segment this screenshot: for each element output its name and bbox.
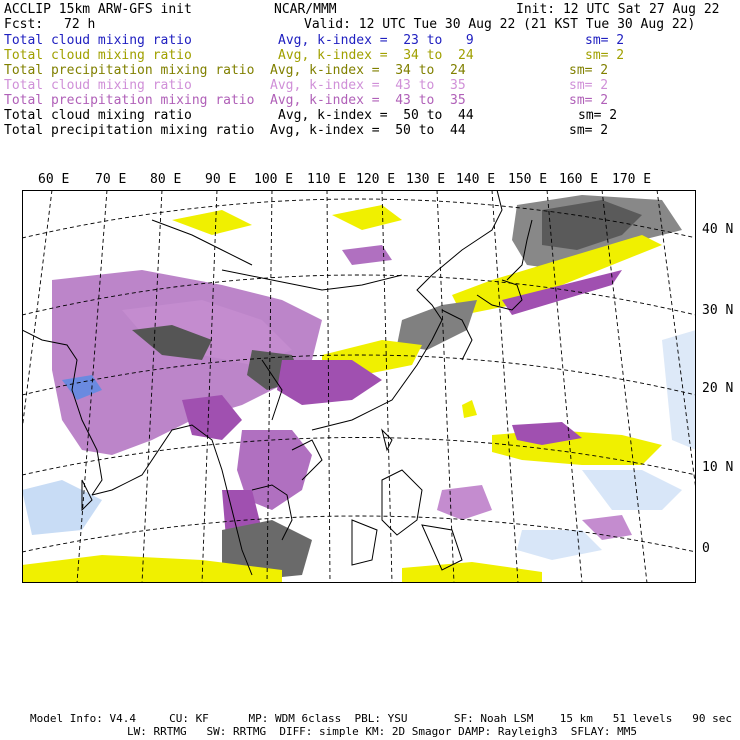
legend-smoothing: sm= 2: [585, 33, 625, 48]
forecast-label: Fcst:: [4, 17, 44, 32]
legend-smoothing: sm= 2: [569, 123, 609, 138]
legend-smoothing: sm= 2: [569, 63, 609, 78]
legend-k-index-range: Avg, k-index = 43 to 35: [270, 93, 466, 108]
legend-k-index-range: Avg, k-index = 50 to 44: [270, 123, 466, 138]
legend-smoothing: sm= 2: [569, 93, 609, 108]
legend-field-name: Total precipitation mixing ratio: [4, 93, 255, 108]
legend-smoothing: sm= 2: [569, 78, 609, 93]
longitude-label: 80 E: [150, 172, 182, 187]
model-info-line2: LW: RRTMG SW: RRTMG DIFF: simple KM: 2D Smagor DAMP: Rayleigh3 SFLAY: MM5: [127, 725, 637, 738]
legend-k-index-range: Avg, k-index = 50 to 44: [278, 108, 474, 123]
center-label: NCAR/MMM: [274, 2, 337, 17]
legend-smoothing: sm= 2: [585, 48, 625, 63]
longitude-label: 120 E: [356, 172, 396, 187]
model-info-line1: Model Info: V4.4 CU: KF MP: WDM 6class PBL: YSU SF: Noah LSM 15 km 51 levels 90 sec: [30, 712, 732, 725]
map-plot: [22, 190, 696, 583]
latitude-label: 40 N: [702, 222, 734, 237]
longitude-label: 170 E: [612, 172, 652, 187]
plot-title: ACCLIP 15km ARW-GFS init: [4, 2, 192, 17]
longitude-label: 110 E: [307, 172, 347, 187]
legend-field-name: Total cloud mixing ratio: [4, 48, 192, 63]
latitude-label: 10 N: [702, 460, 734, 475]
legend-k-index-range: Avg, k-index = 43 to 35: [270, 78, 466, 93]
legend-field-name: Total precipitation mixing ratio: [4, 123, 255, 138]
longitude-label: 70 E: [95, 172, 127, 187]
legend-field-name: Total cloud mixing ratio: [4, 33, 192, 48]
legend-k-index-range: Avg, k-index = 34 to 24: [278, 48, 474, 63]
init-time: Init: 12 UTC Sat 27 Aug 22: [516, 2, 720, 17]
cloud-field-shading: [22, 195, 696, 583]
longitude-label: 150 E: [508, 172, 548, 187]
legend-field-name: Total precipitation mixing ratio: [4, 63, 255, 78]
longitude-label: 130 E: [406, 172, 446, 187]
latitude-label: 0: [702, 541, 710, 556]
longitude-label: 140 E: [456, 172, 496, 187]
legend-smoothing: sm= 2: [578, 108, 618, 123]
legend-field-name: Total cloud mixing ratio: [4, 108, 192, 123]
legend-k-index-range: Avg, k-index = 23 to 9: [278, 33, 474, 48]
forecast-hours: 72 h: [64, 17, 96, 32]
latitude-label: 20 N: [702, 381, 734, 396]
valid-time: Valid: 12 UTC Tue 30 Aug 22 (21 KST Tue 30 Aug 22): [304, 17, 696, 32]
legend-field-name: Total cloud mixing ratio: [4, 78, 192, 93]
longitude-label: 60 E: [38, 172, 70, 187]
longitude-label: 100 E: [254, 172, 294, 187]
legend-k-index-range: Avg, k-index = 34 to 24: [270, 63, 466, 78]
longitude-label: 160 E: [559, 172, 599, 187]
longitude-label: 90 E: [205, 172, 237, 187]
latitude-label: 30 N: [702, 303, 734, 318]
